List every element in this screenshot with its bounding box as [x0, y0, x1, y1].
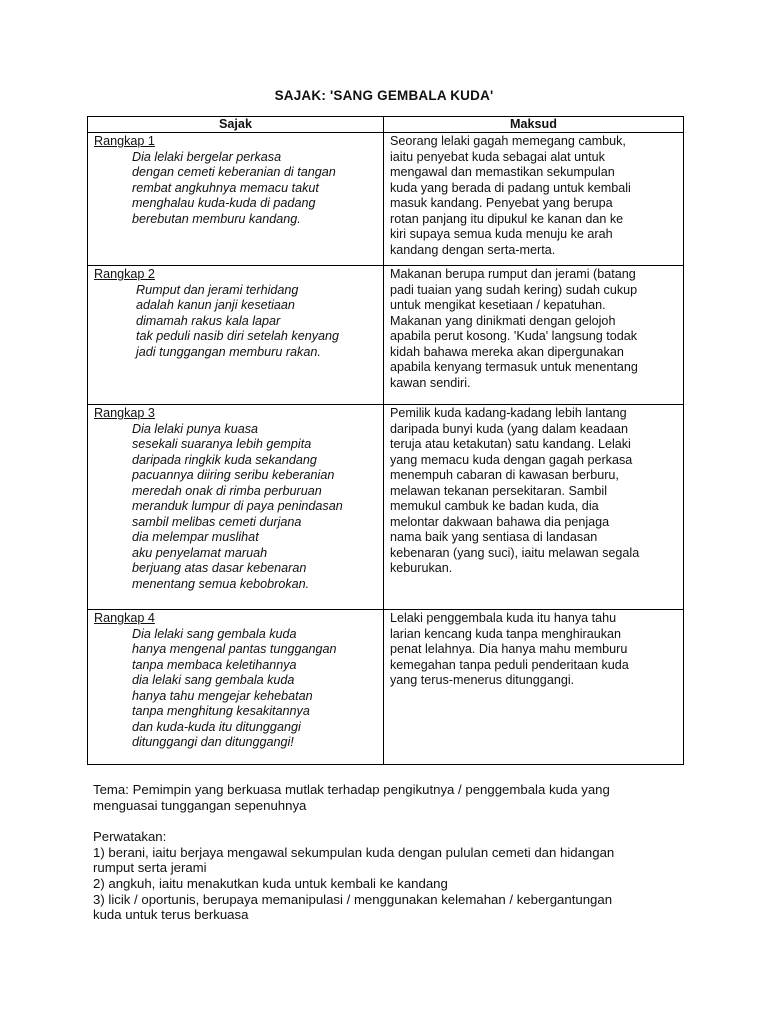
theme-line: menguasai tunggangan sepenuhnya — [93, 797, 307, 813]
verse-line: Dia lelaki bergelar perkasa — [132, 149, 282, 164]
verse-line: aku penyelamat maruah — [132, 545, 268, 560]
verse-line: menentang semua kebobrokan. — [132, 576, 310, 591]
verse-line: pacuannya diiring seribu keberanian — [132, 468, 335, 482]
verse-line: berjuang atas dasar kebenaran — [132, 561, 307, 575]
meaning-cell — [384, 610, 684, 765]
character-line: 2) angkuh, iaitu menakutkan kuda untuk kembali ke kandang — [93, 875, 448, 891]
meaning-line: melawan tekanan persekitaran. Sambil — [390, 483, 608, 498]
verse-line: dimamah rakus kala lapar — [136, 313, 281, 328]
meaning-line: apabila perut kosong. 'Kuda' langsung todak — [390, 329, 638, 343]
meaning-line: iaitu penyebat kuda sebagai alat untuk — [390, 149, 605, 164]
verse-line: sambil melibas cemeti durjana — [132, 514, 302, 529]
verse-line: Rumput dan jerami terhidang — [136, 282, 299, 297]
verse-line: daripada ringkik kuda sekandang — [132, 452, 317, 467]
meaning-line: teruja atau ketakutan) satu kandang. Lelaki — [390, 437, 631, 451]
verse-line: berebutan memburu kandang. — [132, 211, 301, 226]
meaning-line: memukul cambuk ke badan kuda, dia — [390, 499, 599, 513]
meaning-cell — [384, 266, 684, 405]
character-heading: Perwatakan: — [93, 829, 167, 845]
meaning-line: kandang dengan serta-merta. — [390, 242, 556, 257]
notes-section — [93, 782, 693, 923]
meaning-line: mengawal dan memastikan sekumpulan — [390, 165, 615, 179]
verse-cell — [88, 133, 384, 266]
meaning-line: Pemilik kuda kadang-kadang lebih lantang — [390, 406, 627, 420]
meaning-line: rotan panjang itu dipukul ke kanan dan ke — [390, 211, 624, 226]
meaning-line: daripada bunyi kuda (yang dalam keadaan — [390, 421, 629, 436]
meaning-line: kiri supaya semua kuda menuju ke arah — [390, 227, 613, 241]
stanza-label: Rangkap 1 — [94, 134, 155, 148]
poem-table — [87, 116, 684, 765]
verse-line: tanpa menghitung kesakitannya — [132, 704, 310, 718]
meaning-line: kebenaran (yang suci), iaitu melawan segala — [390, 545, 640, 560]
verse-line: sesekali suaranya lebih gempita — [132, 437, 312, 451]
meaning-line: Makanan berupa rumput dan jerami (batang — [390, 267, 636, 281]
meaning-line: yang memacu kuda dengan gagah perkasa — [390, 452, 633, 467]
verse-line: jadi tunggangan memburu rakan. — [136, 344, 321, 359]
meaning-line: yang terus-menerus ditunggangi. — [390, 673, 575, 687]
meaning-line: Makanan yang dinikmati dengan gelojoh — [390, 313, 616, 328]
meaning-line: kawan sendiri. — [390, 375, 471, 390]
meaning-line: nama baik yang sentiasa di landasan — [390, 530, 598, 544]
character-line: rumput serta jerami — [93, 860, 207, 876]
meaning-line: menempuh cabaran di kawasan berburu, — [390, 468, 619, 482]
meaning-line: larian kencang kuda tanpa menghiraukan — [390, 626, 622, 641]
verse-line: meranduk lumpur di paya penindasan — [132, 499, 343, 513]
meaning-line: kuda yang berada di padang untuk kembali — [390, 180, 631, 195]
verse-line: ditunggangi dan ditunggangi! — [132, 735, 294, 749]
theme-line: Tema: Pemimpin yang berkuasa mutlak terhadap pengikutnya / penggembala kuda yang — [93, 782, 610, 797]
verse-cell — [88, 405, 384, 610]
character-line: 1) berani, iaitu berjaya mengawal sekumpulan kuda dengan pululan cemeti dan hidangan — [93, 844, 615, 860]
verse-line: Dia lelaki sang gembala kuda — [132, 626, 297, 641]
meaning-line: kemegahan tanpa peduli penderitaan kuda — [390, 657, 629, 672]
table-row — [88, 610, 684, 765]
meaning-line: melontar dakwaan bahawa dia penjaga — [390, 514, 610, 529]
header-sajak: Sajak — [88, 117, 384, 133]
verse-line: tanpa membaca keletihannya — [132, 657, 297, 672]
meaning-cell — [384, 405, 684, 610]
meaning-line: Seorang lelaki gagah memegang cambuk, — [390, 134, 626, 148]
meaning-line: kidah bahawa mereka akan dipergunakan — [390, 344, 624, 359]
meaning-line: apabila kenyang termasuk untuk menentang — [390, 360, 638, 374]
verse-line: menghalau kuda-kuda di padang — [132, 196, 316, 210]
table-row — [88, 266, 684, 405]
table-header-row — [88, 117, 684, 133]
verse-line: hanya mengenal pantas tunggangan — [132, 642, 337, 656]
verse-cell — [88, 610, 384, 765]
verse-line: adalah kanun janji kesetiaan — [136, 298, 295, 312]
verse-line: dengan cemeti keberanian di tangan — [132, 165, 336, 179]
verse-line: hanya tahu mengejar kehebatan — [132, 688, 313, 703]
verse-cell — [88, 266, 384, 405]
verse-line: dia melempar muslihat — [132, 530, 259, 544]
meaning-line: padi tuaian yang sudah kering) sudah cukup — [390, 282, 638, 297]
table-row — [88, 405, 684, 610]
verse-line: meredah onak di rimba perburuan — [132, 483, 322, 498]
verse-line: Dia lelaki punya kuasa — [132, 421, 259, 436]
meaning-line: penat lelahnya. Dia hanya mahu memburu — [390, 642, 628, 656]
verse-line: rembat angkuhnya memacu takut — [132, 180, 319, 195]
meaning-line: keburukan. — [390, 561, 453, 575]
header-maksud: Maksud — [384, 117, 684, 133]
verse-line: dia lelaki sang gembala kuda — [132, 673, 295, 687]
stanza-label: Rangkap 4 — [94, 611, 155, 625]
table-row — [88, 133, 684, 266]
stanza-label: Rangkap 2 — [94, 267, 155, 281]
meaning-line: Lelaki penggembala kuda itu hanya tahu — [390, 611, 617, 625]
meaning-cell — [384, 133, 684, 266]
verse-line: dan kuda-kuda itu ditunggangi — [132, 719, 301, 734]
page-title: SAJAK: 'SANG GEMBALA KUDA' — [274, 88, 494, 103]
stanza-label: Rangkap 3 — [94, 406, 155, 420]
meaning-line: masuk kandang. Penyebat yang berupa — [390, 196, 613, 210]
meaning-line: untuk mengikat kesetiaan / kepatuhan. — [390, 298, 606, 312]
character-line: 3) licik / oportunis, berupaya memanipulasi / menggunakan kelemahan / kebergantungan — [93, 891, 613, 907]
verse-line: tak peduli nasib diri setelah kenyang — [136, 329, 340, 343]
character-line: kuda untuk terus berkuasa — [93, 907, 249, 923]
